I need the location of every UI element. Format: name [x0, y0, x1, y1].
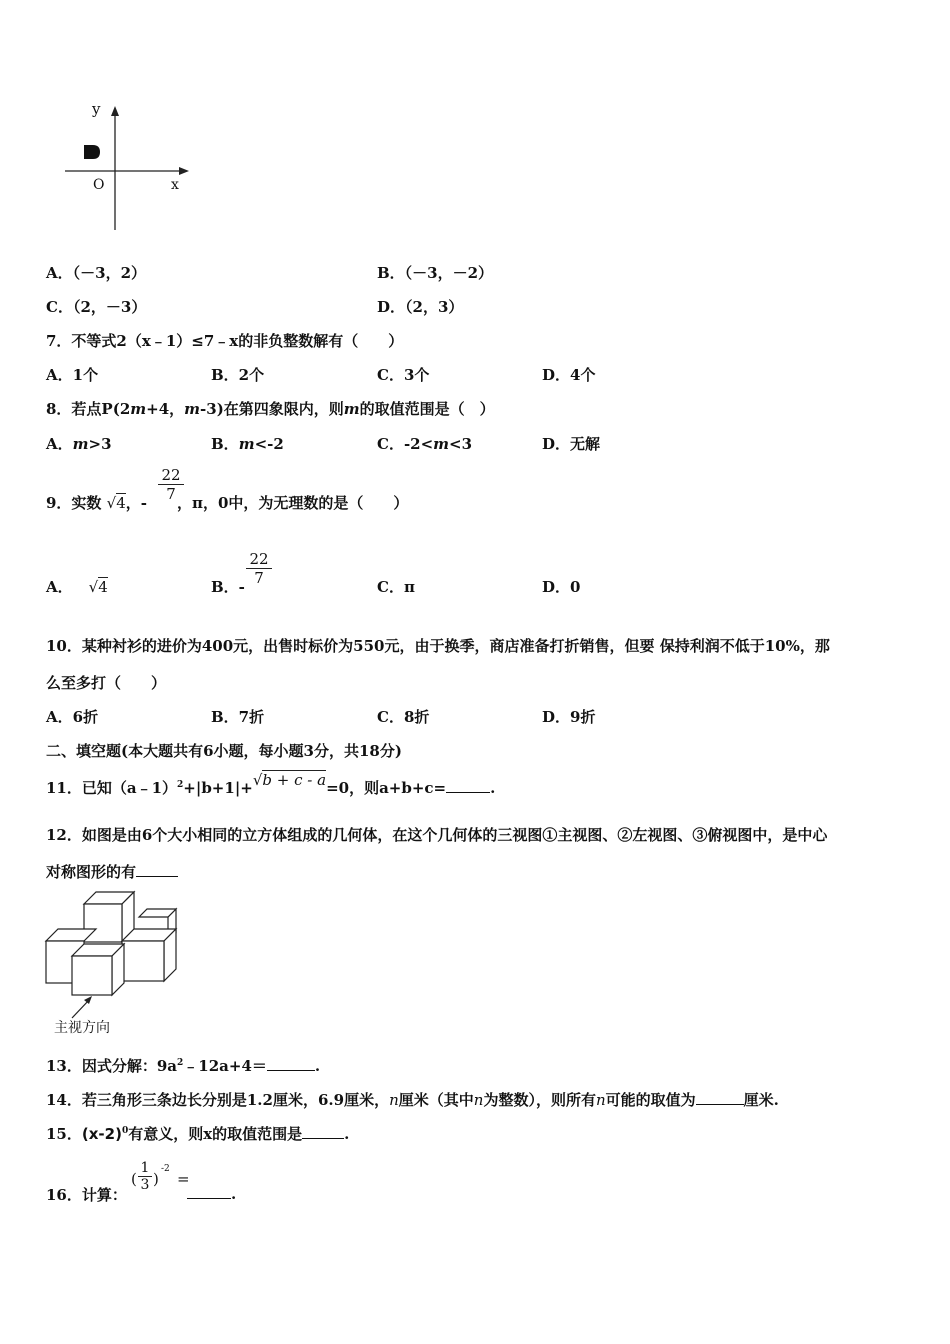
q14: [46, 1089, 779, 1110]
q8-a-post: >3: [88, 435, 112, 453]
q14-post: 可能的取值为: [605, 1091, 696, 1109]
q8-option-b: [211, 433, 284, 454]
q11-sqrt: √b + c - a: [252, 771, 327, 789]
cube-right-front: [122, 941, 164, 981]
y-axis-arrow: [111, 106, 119, 116]
q7-option-b: B．2个: [211, 366, 265, 384]
q12-stem-line1: 12．如图是由6个大小相同的立方体组成的几何体，在这个几何体的三视图①主视图、②左视图、③俯视图中，是中心: [46, 826, 828, 844]
origin-label: O: [93, 177, 105, 193]
q9-option-a: [46, 576, 108, 597]
q16-num: 1: [140, 1160, 150, 1176]
q8-var-m: m: [184, 400, 201, 418]
q8-var-m: m: [343, 400, 360, 418]
q9-sqrt: √4: [106, 494, 126, 512]
q16-label: 16．计算：: [46, 1186, 127, 1204]
cube-top-front: [84, 904, 122, 942]
q7-option-c: C．3个: [377, 366, 430, 384]
q8-option-a: [46, 433, 112, 454]
q14-mid: 厘米（其中: [398, 1091, 474, 1109]
q14-answer-blank[interactable]: [696, 1090, 744, 1105]
q8-stem-pre: 8．若点P(2: [46, 400, 131, 418]
q13: [46, 1055, 320, 1076]
q10-option-d: D．9折: [542, 708, 596, 726]
q6-option-a: A．（－3，2）: [46, 264, 147, 282]
view-direction-arrowhead: [84, 996, 92, 1004]
q15: [46, 1123, 349, 1144]
q8-a-pre: A．: [46, 435, 73, 453]
q8-c-var: m: [433, 435, 450, 453]
q11: [46, 771, 496, 798]
q15-post: 有意义，则x的取值范围是: [128, 1125, 303, 1143]
q14-mid2: 为整数），则所有: [483, 1091, 596, 1109]
q16-end: .: [231, 1185, 237, 1203]
cube-figure: [44, 888, 184, 1023]
q9-a-sqrt: √4: [88, 578, 108, 596]
q14-pre: 14．若三角形三条边长分别是1.2厘米，6.9厘米，: [46, 1091, 390, 1109]
q8-stem-mid: +4，: [146, 400, 185, 418]
q11-answer-blank[interactable]: [446, 778, 490, 793]
q8-var-m: m: [130, 400, 147, 418]
q13-sup: 2: [177, 1058, 184, 1068]
q13-post: ﹣12a+4＝: [183, 1057, 267, 1075]
q16-fraction: [138, 1160, 152, 1193]
q9-b-num: 22: [249, 550, 269, 568]
q15-pre: 15．: [46, 1125, 82, 1143]
q9-b-den: 7: [246, 568, 272, 587]
q9-fraction: [158, 466, 184, 503]
q8-b-pre: B．: [211, 435, 239, 453]
q6-option-c: C．（2，－3）: [46, 298, 147, 316]
x-axis-label: x: [171, 177, 179, 193]
q9-frac-den: 7: [158, 484, 184, 503]
q8-stem: [46, 398, 495, 419]
q9-option-d: D．0: [542, 578, 581, 596]
shaded-shape: [84, 145, 100, 159]
q9-b-fraction: [246, 550, 272, 587]
q10-stem-line1: 10．某种衬衫的进价为400元，出售时标价为550元，由于换季，商店准备打折销售，但要 保持利润不低于10%，那: [46, 637, 830, 655]
q7-stem: 7．不等式2（x﹣1）≤7﹣x的非负整数解有（ ）: [46, 332, 404, 350]
q16-paren-left: (: [131, 1170, 137, 1188]
cube-figure-caption: 主视方向: [54, 1020, 110, 1036]
q11-sup: 2: [177, 780, 184, 790]
q15-answer-blank[interactable]: [302, 1124, 344, 1139]
q16-answer: [187, 1184, 236, 1203]
q10-option-c: C．8折: [377, 708, 430, 726]
q9-option-c: C．π: [377, 578, 415, 596]
q8-a-var: m: [72, 435, 89, 453]
q9-stem-pre: 9．实数: [46, 494, 102, 512]
q6-option-d: D．（2，3）: [377, 298, 464, 316]
q8-c-post: <3: [449, 435, 473, 453]
q16-exponent: -2: [161, 1164, 170, 1174]
q9-stem-post: ，π，0中，为无理数的是（ ）: [177, 494, 409, 512]
cube-front-front: [72, 956, 112, 995]
q15-sup: 0: [121, 1126, 129, 1136]
q14-end: 厘米.: [743, 1091, 779, 1109]
q16-paren-right: ): [153, 1170, 159, 1188]
q11-post: =0，则a+b+c=: [326, 779, 447, 797]
q12-line2-text: 对称图形的有: [46, 863, 137, 881]
q11-pre: 11．已知（a﹣1）: [46, 779, 178, 797]
q8-stem-mid2: -3)在第四象限内，则: [200, 400, 344, 418]
q7-option-a: A．1个: [46, 366, 99, 384]
q12-stem-line2: [46, 861, 178, 882]
q14-var-n: n: [473, 1091, 484, 1109]
q9-option-b: B．-: [211, 578, 245, 596]
x-axis-arrow: [179, 167, 189, 175]
q15-expr: (x-2): [81, 1125, 122, 1143]
q8-stem-post: 的取值范围是（ ）: [359, 400, 495, 418]
q8-option-c: [377, 433, 472, 454]
q8-option-d: D．无解: [542, 435, 601, 453]
q11-end: .: [490, 779, 496, 797]
q9-sqrt-arg: 4: [116, 494, 126, 512]
q14-var-n: n: [595, 1091, 606, 1109]
q7-option-d: D．4个: [542, 366, 596, 384]
coordinate-figure: [60, 100, 195, 235]
q8-b-post: <-2: [254, 435, 284, 453]
q13-end: .: [314, 1057, 321, 1075]
q10-stem-line2: 么至多打（ ）: [46, 674, 167, 692]
q9-stem: [46, 492, 408, 513]
q11-mid: +|b+1|+: [183, 779, 253, 797]
q9-a-sqrt-arg: 4: [98, 578, 108, 596]
q8-b-var: m: [238, 435, 255, 453]
q10-option-b: B．7折: [211, 708, 265, 726]
q16-equals: =: [177, 1170, 190, 1188]
q15-end: .: [344, 1125, 350, 1143]
section-heading: 二、填空题(本大题共有6小题，每小题3分，共18分): [46, 742, 402, 760]
q12-answer-blank[interactable]: [136, 862, 178, 877]
q9-a-label: A．: [46, 578, 73, 596]
q8-c-pre: C．-2<: [377, 435, 434, 453]
q14-var-n: n: [389, 1091, 399, 1109]
y-axis-label: y: [92, 100, 101, 118]
q16-answer-blank[interactable]: [187, 1184, 231, 1199]
q13-answer-blank[interactable]: [267, 1056, 315, 1071]
q13-pre: 13．因式分解：9a: [46, 1057, 178, 1075]
q10-option-a: A．6折: [46, 708, 99, 726]
q9-frac-num: 22: [161, 466, 181, 484]
q9-sep: ，-: [125, 494, 148, 512]
q16-den: 3: [138, 1176, 152, 1193]
q6-option-b: B．（－3，－2）: [377, 264, 494, 282]
q11-sqrt-arg: b + c - a: [262, 771, 327, 789]
